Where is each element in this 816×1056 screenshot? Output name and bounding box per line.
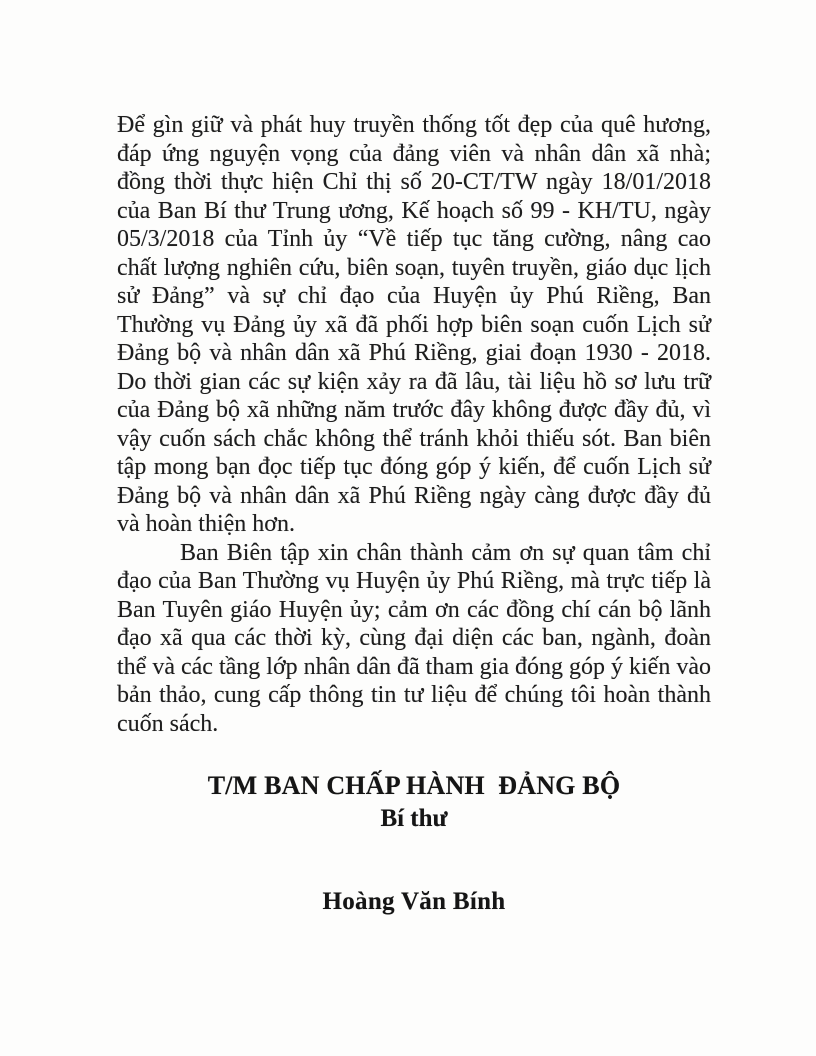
- signature-person-name: Hoàng Văn Bính: [322, 888, 506, 915]
- signature-organization-line: T/M BAN CHẤP HÀNH ĐẢNG BỘ: [207, 771, 621, 800]
- paragraph-foreword-2: Ban Biên tập xin chân thành cảm ơn sự quan tâm chỉ đạo của Ban Thường vụ Huyện ủy Phú Riềng, mà trực tiếp là Ban Tuyên giáo Huyện ủy; cảm ơn các đồng chí cán bộ lãnh đạo xã qua các thời kỳ, cùng đại diện các ban, ngành, đoàn thể và các tầng lớp nhân dân đã tham gia đóng góp ý kiến vào bản thảo, cung cấp thông tin tư liệu để chúng tôi hoàn thành cuốn sách.: [117, 539, 711, 737]
- text-column: [117, 111, 711, 916]
- signature-block: [117, 771, 711, 916]
- signature-position-title: Bí thư: [380, 805, 448, 832]
- paragraph-foreword-1: Để gìn giữ và phát huy truyền thống tốt đẹp của quê hương, đáp ứng nguyện vọng của đảng viên và nhân dân xã nhà; đồng thời thực hiện Chỉ thị số 20-CT/TW ngày 18/01/2018 của Ban Bí thư Trung ương, Kế hoạch số 99 - KH/TU, ngày 05/3/2018 của Tỉnh ủy “Về tiếp tục tăng cường, nâng cao chất lượng nghiên cứu, biên soạn, tuyên truyền, giáo dục lịch sử Đảng” và sự chỉ đạo của Huyện ủy Phú Riềng, Ban Thường vụ Đảng ủy xã đã phối hợp biên soạn cuốn Lịch sử Đảng bộ và nhân dân xã Phú Riềng, giai đoạn 1930 - 2018. Do thời gian các sự kiện xảy ra đã lâu, tài liệu hồ sơ lưu trữ của Đảng bộ xã những năm trước đây không được đầy đủ, vì vậy cuốn sách chắc không thể tránh khỏi thiếu sót. Ban biên tập mong bạn đọc tiếp tục đóng góp ý kiến, để cuốn Lịch sử Đảng bộ và nhân dân xã Phú Riềng ngày càng được đầy đủ và hoàn thiện hơn.: [117, 112, 711, 537]
